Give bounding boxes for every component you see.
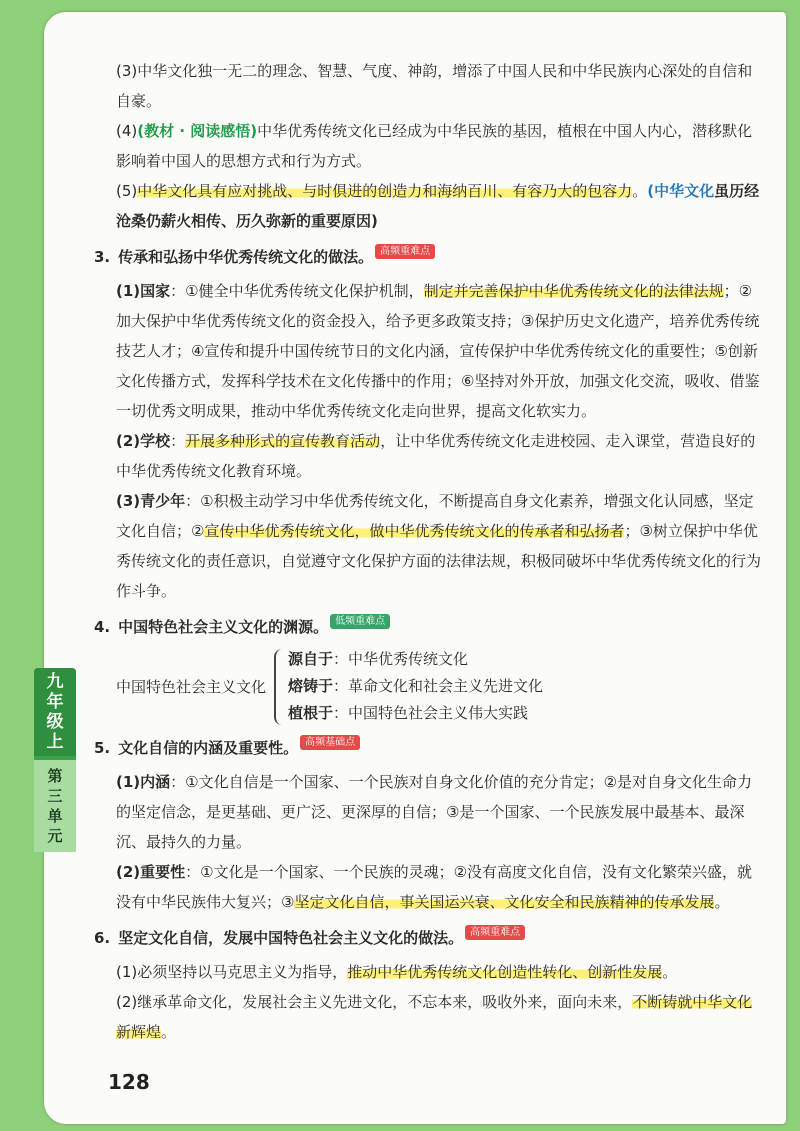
sec5-paragraph-1: (1)内涵：①文化自信是一个国家、一个民族对自身文化价值的充分肯定；②是对自身文化生命力的坚定信念，是更基础、更广泛、更深厚的自信；③是一个国家、一个民族发展中最基本、最深沉、最持久的力量。 — [116, 773, 753, 851]
structure-root: 中国特色社会主义文化 — [116, 677, 267, 696]
page-number: 128 — [108, 1070, 150, 1094]
frequency-badge: 低频重难点 — [330, 614, 390, 629]
sec6-paragraph-2: (2)继承革命文化，发展社会主义先进文化，不忘本来，吸收外来，面向未来，不断铸就中华文化新辉煌。 — [116, 993, 753, 1041]
paragraph-5: (5)中华文化具有应对挑战、与时俱进的创造力和海纳百川、有容乃大的包容力。(中华文化虽历经沧桑仍薪火相传、历久弥新的重要原因) — [116, 182, 760, 230]
page-content — [94, 56, 766, 1047]
note-tag: (中华文化 — [647, 182, 715, 200]
side-tab — [34, 668, 76, 852]
sec3-paragraph-1: (1)国家：①健全中华优秀传统文化保护机制，制定并完善保护中华优秀传统文化的法律法规；②加大保护中华优秀传统文化的资金投入，给予更多政策支持；③保护历史文化遗产，培养优秀传统技艺人才；④宣传和提升中国传统节日的文化内涵，宣传保护中华优秀传统文化的重要性；⑤创新文化传播方式，发挥科学技术在文化传播中的作用；⑥坚持对外开放，加强文化交流，吸收、借鉴一切优秀文明成果，推动中华优秀传统文化走向世界，提高文化软实力。 — [116, 282, 760, 420]
sec3-paragraph-2: (2)学校：开展多种形式的宣传教育活动，让中华优秀传统文化走进校园、走入课堂，营造良好的中华优秀传统文化教育环境。 — [116, 432, 756, 480]
note-text: 虽历经沧桑仍薪火相传、历久弥新的重要原因) — [116, 182, 760, 230]
highlight: 中华文化具有应对挑战、与时俱进的创造力和海纳百川、有容乃大的包容力 — [137, 182, 633, 200]
sec5-paragraph-2: (2)重要性：①文化是一个国家、一个民族的灵魂；②没有高度文化自信，没有文化繁荣兴盛，就没有中华民族伟大复兴；③坚定文化自信，事关国运兴衰、文化安全和民族精神的传承发展。 — [116, 863, 753, 911]
frequency-badge: 高频重难点 — [465, 925, 525, 940]
brace-icon — [274, 649, 284, 725]
sec6-paragraph-1: (1)必须坚持以马克思主义为指导，推动中华优秀传统文化创造性转化、创新性发展。 — [116, 963, 678, 981]
section-5-heading: 5. 文化自信的内涵及重要性。 高频基础点 — [94, 733, 766, 763]
structure-items — [288, 646, 543, 727]
section-3-heading: 3. 传承和弘扬中华优秀传统文化的做法。 高频重难点 — [94, 242, 766, 272]
frequency-badge: 高频基础点 — [300, 735, 360, 750]
culture-origin-structure — [116, 646, 766, 727]
grade-label: 九 年 级 上 — [34, 668, 76, 756]
unit-label: 第 三 单 元 — [34, 760, 76, 852]
paragraph-4: (4)(教材 · 阅读感悟)中华优秀传统文化已经成为中华民族的基因，植根在中国人内心，潜移默化影响着中国人的思想方式和行为方式。 — [116, 122, 753, 170]
sec3-paragraph-3: (3)青少年：①积极主动学习中华优秀传统文化，不断提高自身文化素养，增强文化认同感，坚定文化自信；②宣传中华优秀传统文化，做中华优秀传统文化的传承者和弘扬者；③树立保护中华优秀传统文化的责任意识，自觉遵守文化保护方面的法律法规，积极同破坏中华优秀传统文化的行为作斗争。 — [116, 492, 762, 600]
textbook-tag: (教材 · 阅读感悟) — [137, 122, 258, 140]
structure-item: 源自于：中华优秀传统文化 — [288, 650, 469, 668]
structure-item: 植根于：中国特色社会主义伟大实践 — [288, 704, 529, 722]
paragraph-3: (3)中华文化独一无二的理念、智慧、气度、神韵，增添了中国人民和中华民族内心深处的自信和自豪。 — [116, 62, 753, 110]
structure-item: 熔铸于：革命文化和社会主义先进文化 — [288, 677, 544, 695]
frequency-badge: 高频重难点 — [375, 244, 435, 259]
section-6-heading: 6. 坚定文化自信，发展中国特色社会主义文化的做法。 高频重难点 — [94, 923, 766, 953]
section-4-heading: 4. 中国特色社会主义文化的渊源。 低频重难点 — [94, 612, 766, 642]
